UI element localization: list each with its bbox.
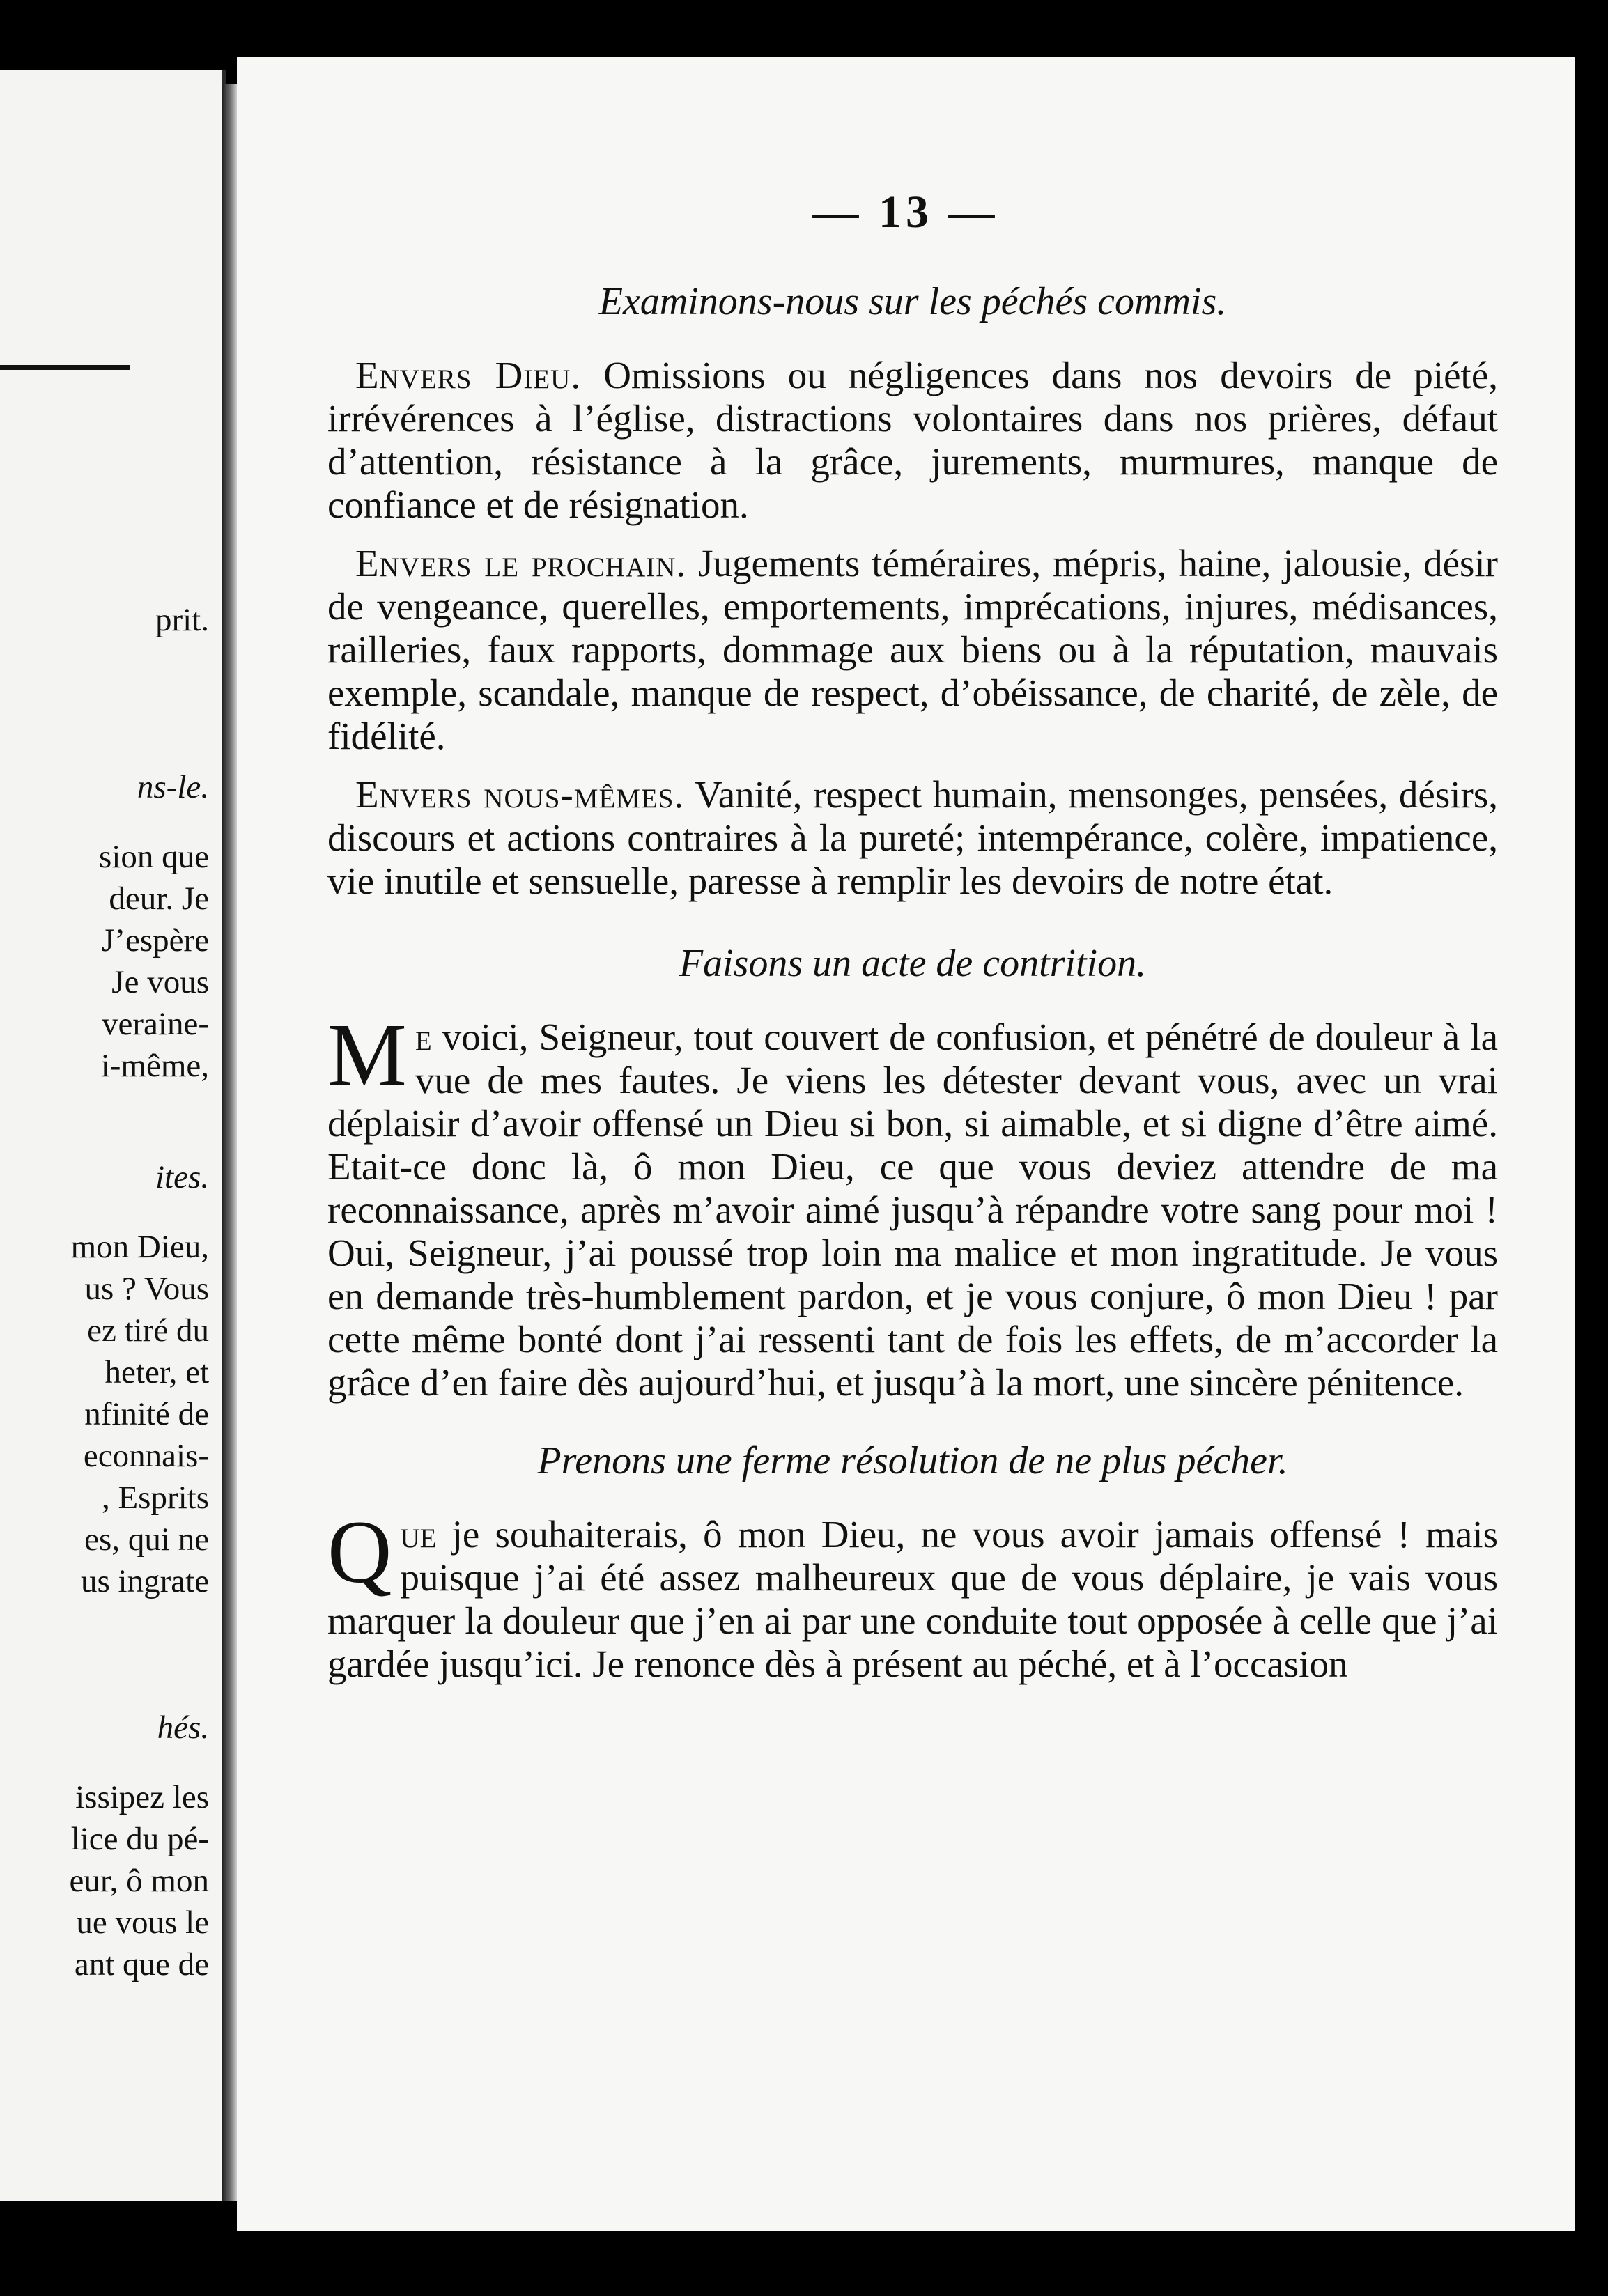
- fragment-line: lice du pé-: [70, 1821, 209, 1857]
- section-heading-examination: Examinons-nous sur les péchés commis.: [598, 280, 1227, 323]
- paragraph-text: voici, Seigneur, tout couvert de confusion, et pénétré de douleur à la vue de mes fautes. Je viens les détester devant vous, avec un vrai déplaisir d’avoir offensé un Dieu si bon, si aimable, et si digne d’être aimé. Etait-ce donc là, ô mon Dieu, ce que vous deviez attendre de ma reconnaissance, après m’avoir aimé jusqu’à répandre votre sang pour moi ! Oui, Seigneur, j’ai poussé trop loin ma malice et mon ingratitude. Je vous en demande très-humblement pardon, et je vous conjure, ô mon Dieu ! par cette même bonté dont j’ai ressenti tant de fois les effets, de m’accorder la grâce d’en faire dès aujourd’hui, et jusqu’à la mort, une sincère pénitence.: [327, 1016, 1498, 1404]
- page-content: [327, 280, 1498, 1721]
- fragment-line: ez tiré du: [87, 1312, 209, 1349]
- section-heading-resolution: Prenons une ferme résolution de ne plus pécher.: [537, 1439, 1288, 1482]
- paragraph-resolution: [327, 1503, 1498, 1686]
- paragraph-envers-nous-memes: [327, 773, 1498, 903]
- paragraph-lead: e: [415, 1016, 432, 1058]
- fragment-line: heter, et: [105, 1354, 209, 1390]
- fragment-line: us ? Vous: [84, 1271, 209, 1307]
- left-divider-rule: [0, 365, 130, 370]
- fragment-line: veraine-: [102, 1006, 209, 1042]
- fragment-line: prit.: [155, 602, 209, 638]
- fragment-heading: hés.: [157, 1709, 209, 1746]
- fragment-heading: ns-le.: [137, 769, 209, 805]
- paragraph-text: Omissions ou négligences dans nos devoirs de piété, irrévérences à l’église, distractions volontaires dans nos prières, défaut d’attention, résistance à la grâce, jurements, murmures, manque de confiance et de résignation.: [327, 354, 1499, 526]
- fragment-line: mon Dieu,: [70, 1229, 209, 1265]
- fragment-line: nfinité de: [84, 1396, 209, 1432]
- section-heading-contrition: Faisons un acte de contrition.: [679, 942, 1147, 985]
- fragment-line: ant que de: [74, 1946, 209, 1983]
- fragment-line: us ingrate: [80, 1563, 209, 1599]
- book-gutter: [222, 84, 237, 2201]
- paragraph-envers-prochain: [327, 542, 1498, 758]
- fragment-line: , Esprits: [101, 1480, 209, 1516]
- fragment-line: sion que: [99, 839, 209, 875]
- fragment-line: ue vous le: [76, 1905, 209, 1941]
- fragment-line: econnais-: [83, 1438, 209, 1474]
- fragment-line: eur, ô mon: [69, 1863, 209, 1899]
- book-page: [237, 57, 1575, 2231]
- paragraph-lead: Envers nous-mêmes.: [355, 773, 685, 816]
- fragment-heading: ites.: [155, 1159, 209, 1195]
- paragraph-contrition: [327, 1005, 1498, 1404]
- fragment-line: deur. Je: [109, 881, 209, 917]
- fragment-line: es, qui ne: [84, 1521, 209, 1558]
- fragment-line: Je vous: [111, 964, 209, 1000]
- fragment-line: J’espère: [102, 922, 209, 959]
- fragment-line: issipez les: [75, 1779, 209, 1815]
- paragraph-envers-dieu: [327, 354, 1498, 527]
- drop-cap: Q: [327, 1503, 392, 1601]
- fragment-line: i-même,: [100, 1048, 209, 1084]
- drop-cap: M: [327, 1005, 407, 1104]
- paragraph-text: Vanité, respect humain, mensonges, pensées, désirs, discours et actions contraires à la pureté; intempérance, colère, impatience, vie inutile et sensuelle, paresse à remplir les devoirs de notre état.: [327, 773, 1498, 902]
- paragraph-lead: ue: [400, 1513, 437, 1556]
- page-number: — 13 —: [812, 187, 999, 238]
- paragraph-lead: Envers Dieu.: [355, 354, 582, 396]
- paragraph-text: je souhaiterais, ô mon Dieu, ne vous avoir jamais offensé ! mais puisque j’ai été assez malheureux que de vous déplaire, je vais vous marquer la douleur que j’en ai par une conduite tout opposée à celle que j’ai gardée jusqu’ici. Je renonce dès à présent au péché, et à l’occasion: [327, 1513, 1498, 1685]
- paragraph-lead: Envers le prochain.: [355, 542, 687, 584]
- facing-page-fragment: [0, 70, 226, 2201]
- paragraph-text: Jugements téméraires, mépris, haine, jalousie, désir de vengeance, querelles, emportements, imprécations, injures, médisances, railleries, faux rapports, dommage aux biens ou à la réputation, mauvais exemple, scandale, manque de respect, d’obéissance, de charité, de zèle, de fidélité.: [327, 542, 1498, 757]
